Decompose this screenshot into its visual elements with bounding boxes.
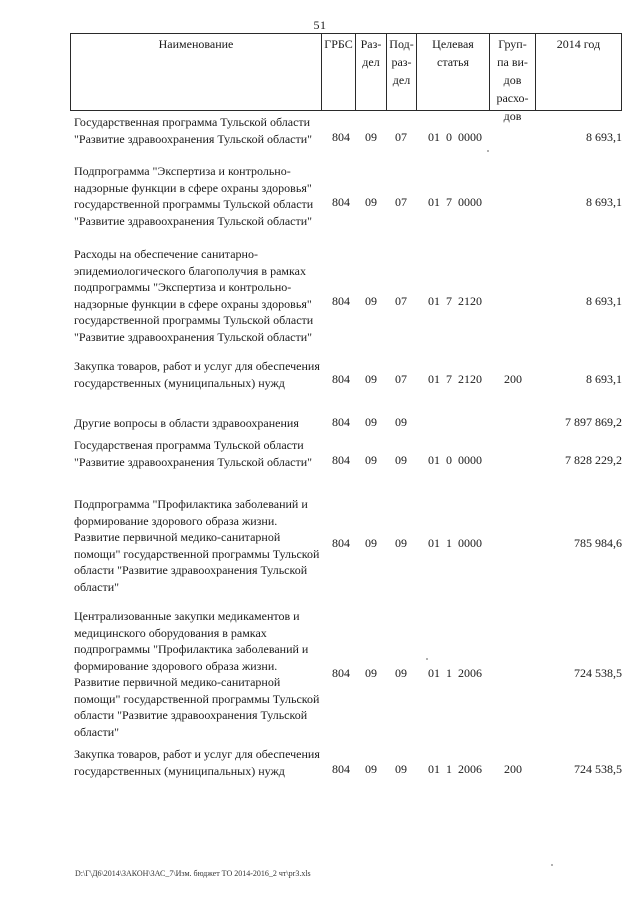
row-razdel: 09 xyxy=(365,762,377,776)
row-name: Другие вопросы в области здравоохранения xyxy=(74,416,299,430)
row-sum: 8 693,1 xyxy=(586,372,622,386)
row-podrazdel: 07 xyxy=(395,294,407,308)
row-grbs: 804 xyxy=(332,195,350,209)
row-sum: 7 828 229,2 xyxy=(565,453,622,467)
row-name: Расходы на обеспечение санитарно-эпидемиологического благополучия в рамках подпрограммы "Экспертиза и контрольно-надзорные функции в сфере охраны здоровья" государственной программы Тульской области "Развитие здравоохранения Тульской области" xyxy=(74,247,314,344)
row-podrazdel: 09 xyxy=(395,415,407,429)
row-podrazdel: 09 xyxy=(395,666,407,680)
row-podrazdel: 09 xyxy=(395,762,407,776)
row-statya: 01 1 2006 xyxy=(428,666,482,680)
row-sum: 724 538,5 xyxy=(574,762,622,776)
row-razdel: 09 xyxy=(365,294,377,308)
header-podrazdel: Под- раз- дел xyxy=(386,34,416,110)
row-sum: 724 538,5 xyxy=(574,666,622,680)
page-number: 51 xyxy=(313,18,327,32)
row-razdel: 09 xyxy=(365,195,377,209)
row-podrazdel: 09 xyxy=(395,536,407,550)
row-sum: 8 693,1 xyxy=(586,130,622,144)
scan-speck xyxy=(487,150,489,152)
row-name: Государственая программа Тульской области "Развитие здравоохранения Тульской области" xyxy=(74,438,313,469)
row-statya: 01 7 2120 xyxy=(428,294,482,308)
row-statya: 01 1 0000 xyxy=(428,536,482,550)
row-name: Государственная программа Тульской области "Развитие здравоохранения Тульской области" xyxy=(74,115,313,146)
row-razdel: 09 xyxy=(365,536,377,550)
row-razdel: 09 xyxy=(365,453,377,467)
row-sum: 7 897 869,2 xyxy=(565,415,622,429)
header-celevaya-statya: Целевая статья xyxy=(416,34,489,110)
header-razdel: Раз- дел xyxy=(355,34,386,110)
row-grbs: 804 xyxy=(332,415,350,429)
row-sum: 8 693,1 xyxy=(586,195,622,209)
row-razdel: 09 xyxy=(365,130,377,144)
row-statya: 01 1 2006 xyxy=(428,762,482,776)
scan-speck xyxy=(551,864,553,866)
row-statya: 01 0 0000 xyxy=(428,453,482,467)
row-sum: 785 984,6 xyxy=(574,536,622,550)
header-gruppa-vidov: Груп- па ви- дов расхо- дов xyxy=(489,34,535,110)
header-name: Наименование xyxy=(158,37,234,51)
row-statya: 01 7 0000 xyxy=(428,195,482,209)
row-name: Закупка товаров, работ и услуг для обеспечения государственных (муниципальных) нужд xyxy=(74,747,320,778)
row-podrazdel: 07 xyxy=(395,372,407,386)
row-razdel: 09 xyxy=(365,415,377,429)
row-grbs: 804 xyxy=(332,666,350,680)
row-name: Подпрограмма "Экспертиза и контрольно-надзорные функции в сфере охраны здоровья" государственной программы Тульской области "Развитие здравоохранения Тульской области" xyxy=(74,164,314,228)
scan-speck xyxy=(426,658,428,660)
file-path-footer: D:\Г\Д6\2014\ЗАКОН\ЗАС_7\Изм. бюджет ТО 2014-2016_2 чт\pr3.xls xyxy=(75,869,311,878)
row-name: Подпрограмма "Профилактика заболеваний и формирование здорового образа жизни. Развитие первичной медико-санитарной помощи" государственной программы Тульской области "Развитие здравоохранения Тульской области" xyxy=(74,497,320,594)
row-grbs: 804 xyxy=(332,453,350,467)
row-name: Централизованные закупки медикаментов и медицинского оборудования в рамках подпрограммы "Профилактика заболеваний и формирование здорового образа жизни. Развитие первичной медико-санитарной помощи" государственной программы Тульской области "Развитие здравоохранения Тульской области" xyxy=(74,609,320,739)
row-razdel: 09 xyxy=(365,372,377,386)
row-grbs: 804 xyxy=(332,130,350,144)
row-statya: 01 7 2120 xyxy=(428,372,482,386)
row-podrazdel: 07 xyxy=(395,130,407,144)
row-name: Закупка товаров, работ и услуг для обеспечения государственных (муниципальных) нужд xyxy=(74,359,320,390)
row-grbs: 804 xyxy=(332,536,350,550)
row-vid-rashodov: 200 xyxy=(504,372,522,386)
table-header xyxy=(70,33,622,123)
row-podrazdel: 07 xyxy=(395,195,407,209)
row-grbs: 804 xyxy=(332,372,350,386)
row-grbs: 804 xyxy=(332,762,350,776)
header-year: 2014 год xyxy=(535,34,621,110)
row-razdel: 09 xyxy=(365,666,377,680)
row-statya: 01 0 0000 xyxy=(428,130,482,144)
row-vid-rashodov: 200 xyxy=(504,762,522,776)
row-grbs: 804 xyxy=(332,294,350,308)
row-sum: 8 693,1 xyxy=(586,294,622,308)
row-podrazdel: 09 xyxy=(395,453,407,467)
header-grbs: ГРБС xyxy=(321,34,355,110)
